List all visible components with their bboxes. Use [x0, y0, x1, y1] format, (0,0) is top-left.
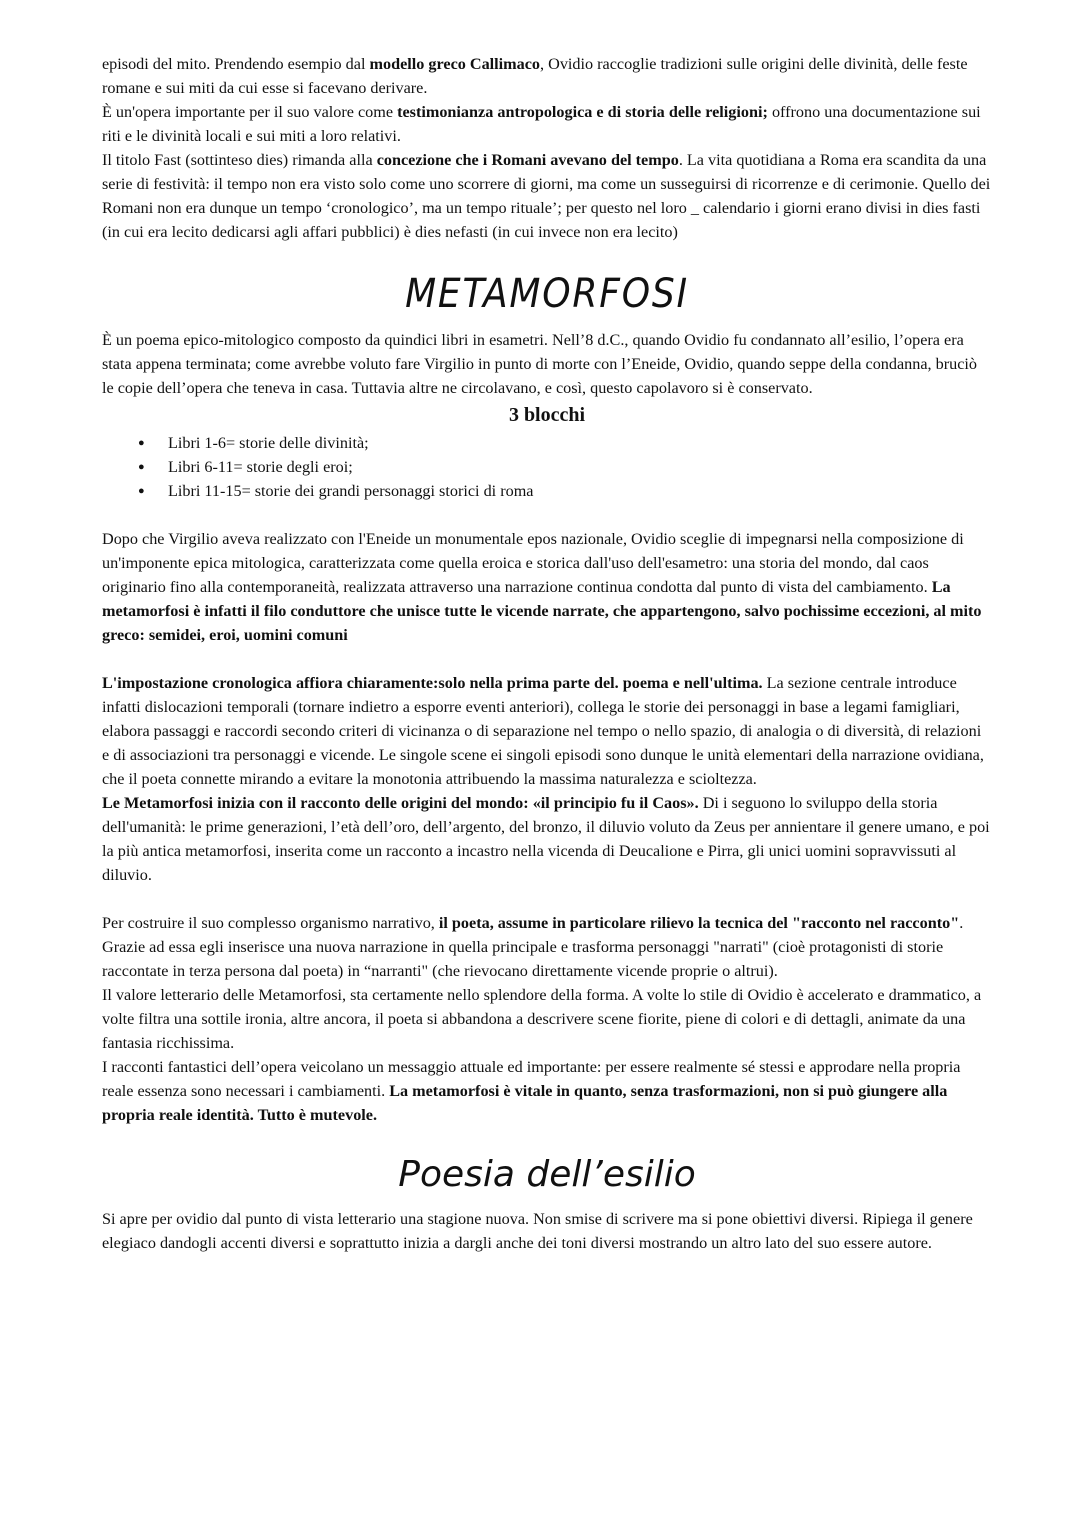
- bold-text: La metamorfosi è infatti il filo conduttore che unisce tutte le vicende narrate, che appartengono, salvo pochissime eccezioni, al mito greco: semidei, eroi, uomini comuni: [102, 578, 982, 644]
- text-run: . Grazie ad essa egli inserisce una nuova narrazione in quella principale e trasforma personaggi "narrati" (cioè protagonisti di storie raccontate in terza persona dal poeta) in “narranti" (che rievocano direttamente vicende proprie o altrui).: [102, 914, 964, 980]
- paragraph: [102, 911, 992, 983]
- paragraph: [102, 527, 992, 647]
- paragraph: [102, 983, 992, 1055]
- paragraph: [102, 52, 992, 100]
- text-run: È un poema epico-mitologico composto da quindici libri in esametri. Nell’8 d.C., quando Ovidio fu condannato all’esilio, l’opera era stata appena terminata; come avrebbe voluto fare Virgilio in punto di morte con l’Eneide, Ovidio, quando seppe della condanna, bruciò le copie dell’opera che teneva in casa. Tuttavia altre ne circolavano, e così, questo capolavoro si è conservato.: [102, 331, 977, 397]
- text-run: offrono una documentazione sui riti e le divinità locali e sui miti a loro relativi.: [102, 103, 981, 145]
- bold-text: il poeta, assume in particolare rilievo la tecnica del "racconto nel racconto": [438, 914, 960, 932]
- bold-text: La metamorfosi è vitale in quanto, senza trasformazioni, non si può giungere alla propria reale identità. Tutto è mutevole.: [102, 1082, 948, 1124]
- bullet-list: [102, 431, 992, 503]
- text-run: Dopo che Virgilio aveva realizzato con l'Eneide un monumentale epos nazionale, Ovidio sceglie di impegnarsi nella composizione di un'imponente epica mitologica, caratterizzata come quella eroica e storica dall'uso dell'esametro: una storia del mondo, dal caos originario fino alla contemporaneità, realizzata attraverso una narrazione continua condotta dal punto di vista del cambiamento.: [102, 530, 964, 596]
- paragraph: [102, 1207, 992, 1255]
- paragraph: [102, 328, 992, 400]
- section-heading: Poesia dell’esilio: [398, 1154, 696, 1195]
- text-run: È un'opera importante per il suo valore come: [102, 103, 398, 121]
- section-heading: METAMORFOSI: [405, 271, 689, 317]
- paragraph: [102, 671, 992, 791]
- text-run: , Ovidio raccoglie tradizioni sulle origini delle divinità, delle feste romane e sui miti da cui esse si facevano derivare.: [102, 55, 968, 97]
- document-page: [102, 52, 992, 1255]
- subheading: 3 blocchi: [508, 404, 586, 426]
- list-item: ● Libri 11-15= storie dei grandi personaggi storici di roma: [168, 479, 992, 503]
- bold-text: Le Metamorfosi inizia con il racconto delle origini del mondo: «il principio fu il Caos».: [102, 794, 699, 812]
- bold-text: concezione che i Romani avevano del tempo: [376, 151, 679, 169]
- text-run: I racconti fantastici dell’opera veicolano un messaggio attuale ed importante: per essere realmente sé stessi e approdare nella propria reale essenza sono necessari i cambiamenti.: [102, 1058, 961, 1100]
- paragraph: [102, 100, 992, 148]
- text-run: . La vita quotidiana a Roma era scandita da una serie di festività: il tempo non era visto solo come uno scorrere di giorni, ma come un susseguirsi di ricorrenze e di cerimonie. Quello dei Romani non era dunque un tempo ‘cronologico’, ma un tempo rituale’; per questo nel loro _ calendario i giorni erano divisi in dies fasti (in cui era lecito dedicarsi agli affari pubblici) è dies nefasti (in cui invece non era lecito): [102, 151, 991, 241]
- text-run: Si apre per ovidio dal punto di vista letterario una stagione nuova. Non smise di scrivere ma si pone obiettivi diversi. Ripiega il genere elegiaco dandogli accenti diversi e soprattutto inizia a dargli anche dei toni diversi mostrando un altro lato del suo essere autore.: [102, 1210, 973, 1252]
- text-run: episodi del mito. Prendendo esempio dal: [102, 55, 370, 73]
- text-run: La sezione centrale introduce infatti dislocazioni temporali (tornare indietro a esporre eventi anteriori), collega le storie dei personaggi in base a legami famigliari, elabora passaggi e raccordi secondo criteri di vicinanza o di separazione nel tempo o nello spazio, di analogia o di diversità, di relazioni e di associazioni tra personaggi e vicende. Le singole scene ei singoli episodi sono dunque le unità elementari della narrazione ovidiana, che il poeta connette mirando a evitare la monotonia attribuendo la massima naturalezza e scioltezza.: [102, 674, 984, 788]
- bold-text: modello greco Callimaco: [369, 55, 541, 73]
- text-run: Di i seguono lo sviluppo della storia dell'umanità: le prime generazioni, l’età dell’oro, dell’argento, del bronzo, il diluvio voluto da Zeus per annientare il genere umano, e poi la più antica metamorfosi, inserita come un racconto a incastro nella vicenda di Deucalione e Pirra, gli unici uomini sopravvissuti al diluvio.: [102, 794, 990, 884]
- text-run: Per costruire il suo complesso organismo narrativo,: [102, 914, 439, 932]
- paragraph: [102, 1055, 992, 1127]
- paragraph: [102, 791, 992, 887]
- text-run: Il titolo Fast (sottinteso dies) rimanda alla: [102, 151, 377, 169]
- paragraph: [102, 148, 992, 244]
- bold-text: L'impostazione cronologica affiora chiaramente:solo nella prima parte del. poema e nell'ultima.: [102, 674, 763, 692]
- bold-text: testimonianza antropologica e di storia delle religioni;: [397, 103, 768, 121]
- list-item: ● Libri 6-11= storie degli eroi;: [168, 455, 992, 479]
- list-item: ● Libri 1-6= storie delle divinità;: [168, 431, 992, 455]
- text-run: Il valore letterario delle Metamorfosi, sta certamente nello splendore della forma. A volte lo stile di Ovidio è accelerato e drammatico, a volte filtra una sottile ironia, altre ancora, il poeta si abbandona a descrivere scene fiorite, piene di colori e di dettagli, animate da una fantasia ricchissima.: [102, 986, 982, 1052]
